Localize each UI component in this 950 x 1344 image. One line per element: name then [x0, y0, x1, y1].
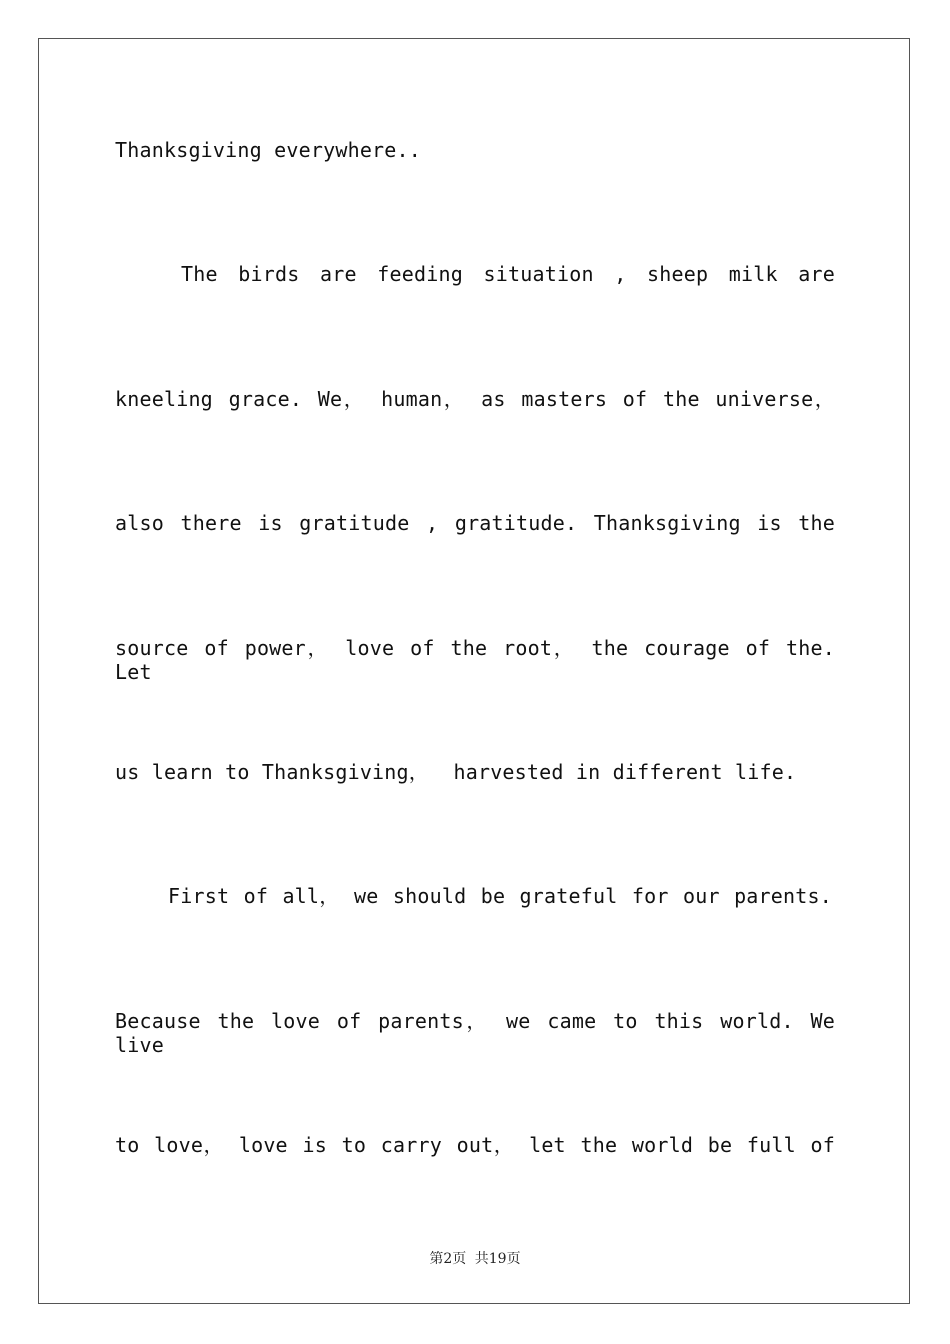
text-line-2: The birds are feeding situation , sheep milk are	[181, 262, 835, 286]
text-line-9: to love， love is to carry out， let the world be full of	[115, 1133, 835, 1157]
text-line-5: source of power， love of the root， the courage of the. Let	[115, 636, 835, 684]
page-footer	[0, 1248, 950, 1268]
text-line-3: kneeling grace. We， human， as masters of the universe，	[115, 387, 835, 411]
text-line-7: First of all， we should be grateful for our parents.	[168, 884, 832, 908]
page-number: 第2页	[429, 1251, 467, 1267]
text-line-4: also there is gratitude , gratitude. Thanksgiving is the	[115, 511, 835, 535]
text-line-8: Because the love of parents， we came to this world. We live	[115, 1009, 835, 1057]
text-line-6: us learn to Thanksgiving， harvested in different life.	[115, 760, 797, 784]
page-total: 共19页	[474, 1251, 521, 1267]
text-line-1: Thanksgiving everywhere..	[115, 138, 422, 162]
